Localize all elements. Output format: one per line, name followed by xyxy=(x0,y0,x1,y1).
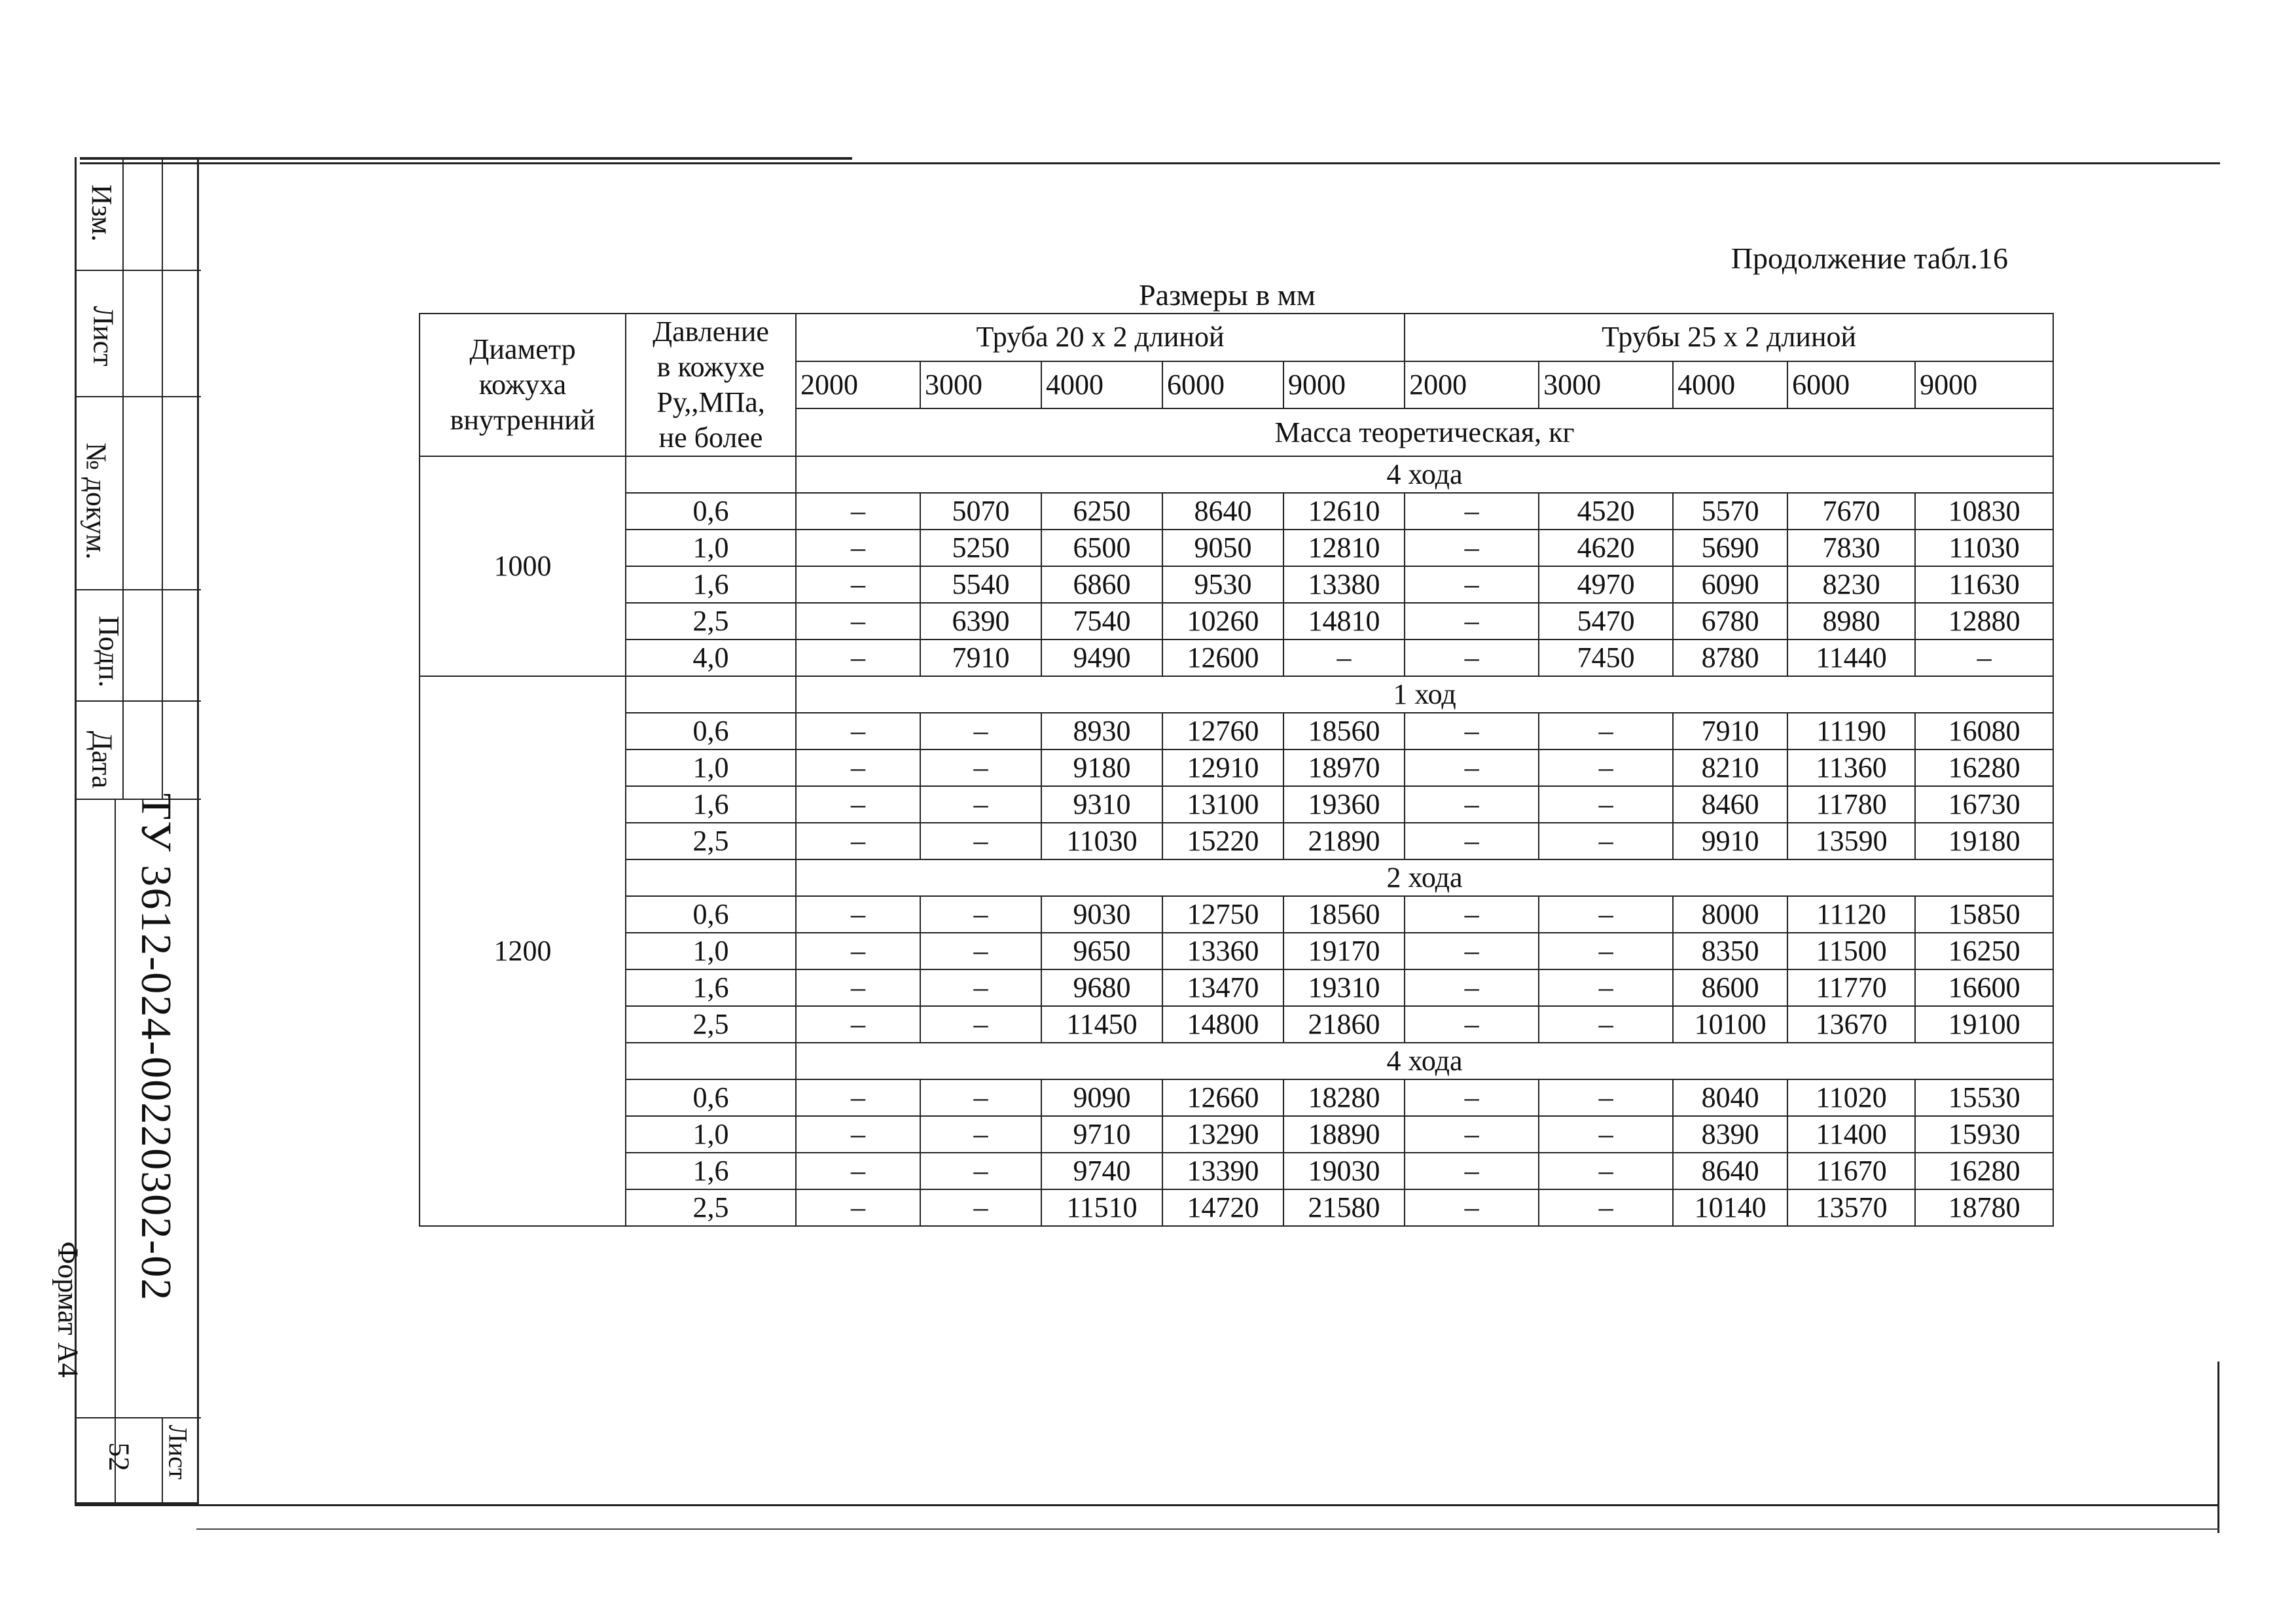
mass-cell: 5690 xyxy=(1673,530,1787,566)
mass-cell: 11770 xyxy=(1787,969,1915,1006)
mass-cell: – xyxy=(1915,640,2053,676)
mass-cell: 9050 xyxy=(1162,530,1283,566)
pressure-cell: 1,0 xyxy=(626,1116,796,1153)
mass-cell: 18970 xyxy=(1283,749,1405,786)
mass-cell: 13670 xyxy=(1787,1006,1915,1043)
mass-cell: 6500 xyxy=(1041,530,1162,566)
mass-cell: – xyxy=(1405,603,1539,640)
mass-cell: 6780 xyxy=(1673,603,1787,640)
mass-cell: 21580 xyxy=(1283,1189,1405,1226)
mass-cell: 8460 xyxy=(1673,786,1787,823)
mass-cell: – xyxy=(1405,530,1539,566)
mass-cell: – xyxy=(1539,1006,1673,1043)
mass-cell: 8230 xyxy=(1787,566,1915,603)
mass-cell: – xyxy=(1539,1116,1673,1153)
mass-cell: – xyxy=(920,1189,1041,1226)
mass-cell: 11630 xyxy=(1915,566,2053,603)
mass-cell: 4620 xyxy=(1539,530,1673,566)
mass-cell: 19310 xyxy=(1283,969,1405,1006)
mass-cell: 11510 xyxy=(1041,1189,1162,1226)
sidebar-label-izm: Изм. xyxy=(86,184,118,242)
mass-cell: – xyxy=(1405,1189,1539,1226)
mass-cell: – xyxy=(1405,896,1539,933)
mass-cell: – xyxy=(1405,1116,1539,1153)
mass-cell: 5540 xyxy=(920,566,1041,603)
mass-cell: 11500 xyxy=(1787,933,1915,969)
mass-cell: – xyxy=(1539,1153,1673,1189)
mass-cell: – xyxy=(1539,1189,1673,1226)
mass-cell: 12610 xyxy=(1283,493,1405,530)
mass-cell: – xyxy=(1539,896,1673,933)
mass-cell: 13380 xyxy=(1283,566,1405,603)
table-row xyxy=(420,1189,2053,1226)
mass-cell: – xyxy=(796,493,920,530)
sidebar-row-divider xyxy=(77,1417,201,1418)
mass-cell: 9030 xyxy=(1041,896,1162,933)
sidebar-label-list: Лист xyxy=(87,306,120,367)
pass-title: 1 ход xyxy=(796,676,2053,713)
mass-cell: 19030 xyxy=(1283,1153,1405,1189)
pass-title-row xyxy=(420,859,2053,896)
mass-cell: 16250 xyxy=(1915,933,2053,969)
pressure-cell: 0,6 xyxy=(626,1079,796,1116)
sidebar-label-signature: Подп. xyxy=(93,615,126,688)
mass-cell: – xyxy=(1405,786,1539,823)
mass-cell: 16080 xyxy=(1915,713,2053,749)
mass-cell: 10140 xyxy=(1673,1189,1787,1226)
mass-cell: 18890 xyxy=(1283,1116,1405,1153)
pass-title-row xyxy=(420,676,2053,713)
mass-cell: 15530 xyxy=(1915,1079,2053,1116)
dimensions-note: Размеры в мм xyxy=(1139,278,1316,312)
header-pressure: Давление в кожухе Ру,,МПа, не более xyxy=(626,314,796,456)
mass-cell: – xyxy=(1405,713,1539,749)
mass-cell: – xyxy=(796,713,920,749)
table-row xyxy=(420,749,2053,786)
mass-cell: – xyxy=(920,713,1041,749)
sidebar-label-date: Дата xyxy=(86,731,118,789)
mass-cell: – xyxy=(1405,566,1539,603)
mass-cell: 8000 xyxy=(1673,896,1787,933)
mass-cell: – xyxy=(796,640,920,676)
mass-cell: 13570 xyxy=(1787,1189,1915,1226)
mass-cell: – xyxy=(920,1153,1041,1189)
mass-cell: 12600 xyxy=(1162,640,1283,676)
mass-cell: – xyxy=(796,1153,920,1189)
table-row xyxy=(420,1079,2053,1116)
mass-cell: 11030 xyxy=(1915,530,2053,566)
frame-right-line xyxy=(2217,1362,2219,1533)
mass-cell: 9680 xyxy=(1041,969,1162,1006)
mass-cell: 5250 xyxy=(920,530,1041,566)
mass-cell: – xyxy=(796,969,920,1006)
mass-cell: 21860 xyxy=(1283,1006,1405,1043)
mass-cell: 8390 xyxy=(1673,1116,1787,1153)
mass-cell: 11400 xyxy=(1787,1116,1915,1153)
mass-cell: – xyxy=(920,1079,1041,1116)
mass-cell: 11440 xyxy=(1787,640,1915,676)
mass-cell: 6390 xyxy=(920,603,1041,640)
pressure-cell: 2,5 xyxy=(626,1006,796,1043)
mass-cell: – xyxy=(1405,1153,1539,1189)
mass-cell: – xyxy=(1405,640,1539,676)
mass-cell: 14720 xyxy=(1162,1189,1283,1226)
mass-cell: – xyxy=(1539,713,1673,749)
mass-cell: 10830 xyxy=(1915,493,2053,530)
header-diameter: Диаметр кожуха внутренний xyxy=(420,314,626,456)
mass-cell: 8350 xyxy=(1673,933,1787,969)
mass-cell: 19100 xyxy=(1915,1006,2053,1043)
mass-cell: – xyxy=(796,896,920,933)
mass-cell: 16730 xyxy=(1915,786,2053,823)
mass-cell: 11120 xyxy=(1787,896,1915,933)
mass-cell: 11190 xyxy=(1787,713,1915,749)
table-row xyxy=(420,786,2053,823)
header-length: 2000 xyxy=(796,361,920,409)
mass-cell: – xyxy=(920,823,1041,859)
mass-cell: 12660 xyxy=(1162,1079,1283,1116)
pass-title-row xyxy=(420,456,2053,493)
table-row xyxy=(420,640,2053,676)
pressure-empty-cell xyxy=(626,676,796,713)
mass-cell: 15930 xyxy=(1915,1116,2053,1153)
mass-cell: – xyxy=(796,603,920,640)
mass-cell: 5070 xyxy=(920,493,1041,530)
mass-cell: – xyxy=(1539,786,1673,823)
mass-cell: – xyxy=(1539,823,1673,859)
sheet-number: 52 xyxy=(103,1442,135,1471)
mass-cell: 10260 xyxy=(1162,603,1283,640)
mass-cell: 7830 xyxy=(1787,530,1915,566)
mass-cell: 9650 xyxy=(1041,933,1162,969)
mass-cell: – xyxy=(796,530,920,566)
mass-cell: 19360 xyxy=(1283,786,1405,823)
mass-cell: 18280 xyxy=(1283,1079,1405,1116)
mass-cell: – xyxy=(1405,823,1539,859)
mass-cell: 4520 xyxy=(1539,493,1673,530)
mass-cell: – xyxy=(1405,969,1539,1006)
mass-cell: – xyxy=(1405,493,1539,530)
mass-cell: 15850 xyxy=(1915,896,2053,933)
mass-cell: 13360 xyxy=(1162,933,1283,969)
mass-cell: 9310 xyxy=(1041,786,1162,823)
header-length: 3000 xyxy=(1539,361,1673,409)
pressure-cell: 0,6 xyxy=(626,713,796,749)
header-length: 4000 xyxy=(1673,361,1787,409)
table-row xyxy=(420,530,2053,566)
mass-cell: 5470 xyxy=(1539,603,1673,640)
pressure-cell: 1,0 xyxy=(626,530,796,566)
mass-cell: 19170 xyxy=(1283,933,1405,969)
header-length: 6000 xyxy=(1162,361,1283,409)
mass-cell: 13470 xyxy=(1162,969,1283,1006)
sidebar-row-divider xyxy=(77,270,201,271)
mass-cell: 4970 xyxy=(1539,566,1673,603)
table-row xyxy=(420,566,2053,603)
mass-cell: – xyxy=(920,749,1041,786)
mass-cell: – xyxy=(1283,640,1405,676)
sheet-label: Лист xyxy=(163,1424,193,1480)
pressure-cell: 2,5 xyxy=(626,1189,796,1226)
frame-bottom-line xyxy=(75,1504,2218,1506)
mass-cell: 7540 xyxy=(1041,603,1162,640)
mass-cell: 9910 xyxy=(1673,823,1787,859)
mass-cell: 8930 xyxy=(1041,713,1162,749)
mass-cell: – xyxy=(1405,933,1539,969)
mass-cell: 9490 xyxy=(1041,640,1162,676)
diameter-cell: 1200 xyxy=(420,676,626,1226)
pressure-cell: 1,6 xyxy=(626,786,796,823)
mass-cell: 11030 xyxy=(1041,823,1162,859)
mass-cell: – xyxy=(1539,749,1673,786)
header-mass: Масса теоретическая, кг xyxy=(796,408,2053,456)
table-row xyxy=(420,603,2053,640)
sidebar-row-divider xyxy=(77,396,201,397)
mass-cell: 9710 xyxy=(1041,1116,1162,1153)
pressure-cell: 0,6 xyxy=(626,896,796,933)
frame-top-line xyxy=(80,162,2220,164)
mass-cell: 13590 xyxy=(1787,823,1915,859)
mass-cell: 10100 xyxy=(1673,1006,1787,1043)
mass-cell: 8640 xyxy=(1673,1153,1787,1189)
sidebar-divider xyxy=(115,799,116,1417)
pressure-cell: 1,0 xyxy=(626,749,796,786)
table-row xyxy=(420,896,2053,933)
mass-cell: 16600 xyxy=(1915,969,2053,1006)
mass-cell: 6250 xyxy=(1041,493,1162,530)
mass-cell: – xyxy=(796,933,920,969)
mass-cell: 19180 xyxy=(1915,823,2053,859)
mass-cell: 16280 xyxy=(1915,749,2053,786)
mass-cell: – xyxy=(796,566,920,603)
mass-cell: 6860 xyxy=(1041,566,1162,603)
mass-cell: 9180 xyxy=(1041,749,1162,786)
mass-cell: 7670 xyxy=(1787,493,1915,530)
header-tube-25: Трубы 25 х 2 длиной xyxy=(1405,314,2053,361)
mass-cell: 13390 xyxy=(1162,1153,1283,1189)
mass-cell: – xyxy=(1539,1079,1673,1116)
header-length: 2000 xyxy=(1405,361,1539,409)
mass-cell: 12910 xyxy=(1162,749,1283,786)
sidebar-row-divider xyxy=(77,700,201,702)
mass-cell: – xyxy=(796,786,920,823)
mass-cell: 8640 xyxy=(1162,493,1283,530)
pressure-empty-cell xyxy=(626,1043,796,1079)
mass-cell: – xyxy=(1405,1006,1539,1043)
pass-title: 2 хода xyxy=(796,859,2053,896)
mass-cell: 8780 xyxy=(1673,640,1787,676)
header-length: 9000 xyxy=(1915,361,2053,409)
pressure-cell: 1,6 xyxy=(626,1153,796,1189)
mass-cell: – xyxy=(796,1079,920,1116)
mass-cell: 6090 xyxy=(1673,566,1787,603)
mass-cell: 11670 xyxy=(1787,1153,1915,1189)
table-row xyxy=(420,713,2053,749)
mass-cell: – xyxy=(920,1006,1041,1043)
pressure-cell: 2,5 xyxy=(626,823,796,859)
mass-cell: – xyxy=(1539,969,1673,1006)
mass-cell: – xyxy=(796,1006,920,1043)
mass-cell: – xyxy=(796,1116,920,1153)
mass-cell: 7910 xyxy=(1673,713,1787,749)
mass-cell: 7910 xyxy=(920,640,1041,676)
mass-cell: 8600 xyxy=(1673,969,1787,1006)
mass-cell: – xyxy=(920,1116,1041,1153)
header-length: 3000 xyxy=(920,361,1041,409)
pass-title-row xyxy=(420,1043,2053,1079)
mass-cell: 14810 xyxy=(1283,603,1405,640)
mass-cell: 18560 xyxy=(1283,713,1405,749)
pressure-cell: 0,6 xyxy=(626,493,796,530)
pressure-cell: 1,6 xyxy=(626,969,796,1006)
mass-cell: – xyxy=(1405,1079,1539,1116)
sidebar-divider xyxy=(162,157,163,799)
pressure-empty-cell xyxy=(626,456,796,493)
mass-cell: 9530 xyxy=(1162,566,1283,603)
header-row xyxy=(420,314,2053,361)
mass-cell: – xyxy=(920,933,1041,969)
mass-table xyxy=(419,313,2054,1227)
mass-cell: 15220 xyxy=(1162,823,1283,859)
mass-cell: 13100 xyxy=(1162,786,1283,823)
mass-cell: – xyxy=(796,1189,920,1226)
mass-cell: 21890 xyxy=(1283,823,1405,859)
mass-cell: – xyxy=(1405,749,1539,786)
mass-cell: 11780 xyxy=(1787,786,1915,823)
mass-cell: 16280 xyxy=(1915,1153,2053,1189)
mass-cell: 18780 xyxy=(1915,1189,2053,1226)
mass-cell: 8210 xyxy=(1673,749,1787,786)
mass-cell: – xyxy=(920,896,1041,933)
table-row xyxy=(420,1116,2053,1153)
document-code: ТУ 3612-024-00220302-02 xyxy=(132,793,181,1302)
mass-cell: 12880 xyxy=(1915,603,2053,640)
table-row xyxy=(420,823,2053,859)
pressure-cell: 2,5 xyxy=(626,603,796,640)
table-row xyxy=(420,493,2053,530)
sidebar-label-doc-number: № докум. xyxy=(80,442,113,560)
pass-title: 4 хода xyxy=(796,456,2053,493)
table-row xyxy=(420,933,2053,969)
sidebar-divider xyxy=(122,157,124,799)
mass-cell: 11360 xyxy=(1787,749,1915,786)
table-row xyxy=(420,1153,2053,1189)
table-row xyxy=(420,969,2053,1006)
mass-cell: 5570 xyxy=(1673,493,1787,530)
sidebar-row-divider xyxy=(77,589,201,590)
pass-title: 4 хода xyxy=(796,1043,2053,1079)
mass-cell: 13290 xyxy=(1162,1116,1283,1153)
mass-cell: – xyxy=(796,749,920,786)
mass-cell: – xyxy=(920,786,1041,823)
mass-cell: 14800 xyxy=(1162,1006,1283,1043)
mass-cell: – xyxy=(796,823,920,859)
pressure-cell: 1,0 xyxy=(626,933,796,969)
paper-format: Формат А4 xyxy=(52,1241,84,1378)
mass-cell: 7450 xyxy=(1539,640,1673,676)
table-continuation-caption: Продолжение табл.16 xyxy=(1731,242,2008,275)
mass-cell: 12810 xyxy=(1283,530,1405,566)
pressure-cell: 1,6 xyxy=(626,566,796,603)
pressure-cell: 4,0 xyxy=(626,640,796,676)
mass-cell: 12750 xyxy=(1162,896,1283,933)
pressure-empty-cell xyxy=(626,859,796,896)
mass-cell: 8980 xyxy=(1787,603,1915,640)
mass-cell: 11020 xyxy=(1787,1079,1915,1116)
header-length: 4000 xyxy=(1041,361,1162,409)
header-tube-20: Труба 20 х 2 длиной xyxy=(796,314,1405,361)
header-length: 9000 xyxy=(1283,361,1405,409)
table-row xyxy=(420,1006,2053,1043)
mass-cell: – xyxy=(1539,933,1673,969)
mass-cell: – xyxy=(920,969,1041,1006)
diameter-cell: 1000 xyxy=(420,456,626,676)
mass-cell: 9090 xyxy=(1041,1079,1162,1116)
frame-bottom-line-outer xyxy=(196,1528,2219,1530)
mass-cell: 18560 xyxy=(1283,896,1405,933)
mass-cell: 9740 xyxy=(1041,1153,1162,1189)
mass-cell: 11450 xyxy=(1041,1006,1162,1043)
header-length: 6000 xyxy=(1787,361,1915,409)
mass-cell: 12760 xyxy=(1162,713,1283,749)
mass-cell: 8040 xyxy=(1673,1079,1787,1116)
